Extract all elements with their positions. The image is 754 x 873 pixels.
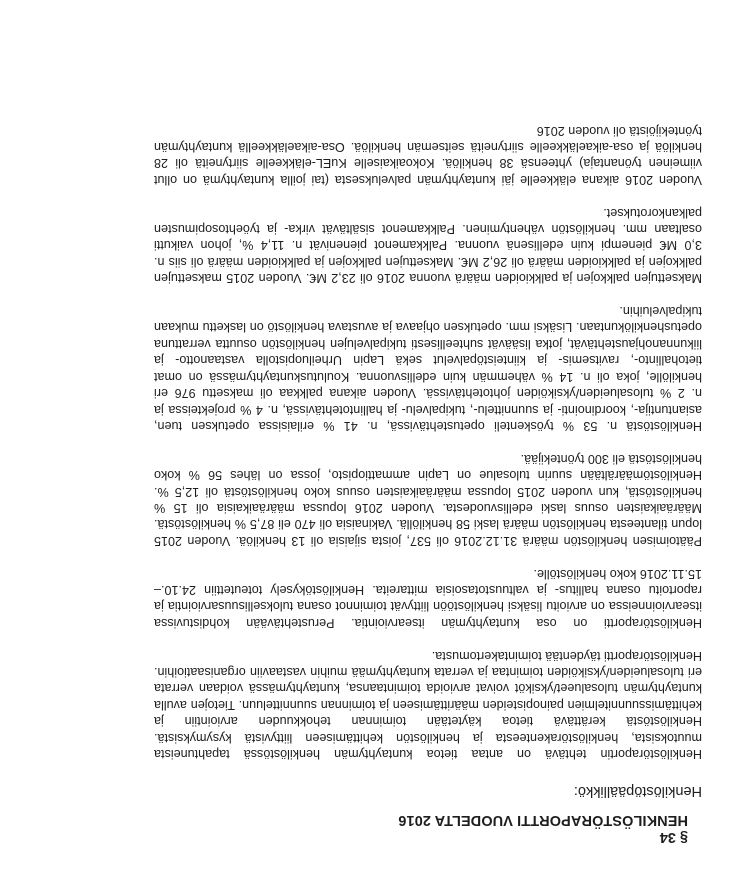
paragraph-staff-roles: Henkilöstöstä n. 53 % työskenteli opetustehtävissä, n. 41 % erilaisissa opetuksen tuen, asiantuntija-, koordinointi- ja suunnittelu-, tukipalvelu- ja hallintotehtävissä, n. 4 % projekteissa ja n. 2 % tulosalueiden/yksiköiden johtotehtävissä. Vuoden aikana palkkaa oli maksettu 976 eri henkilölle, joka oli n. 14 % vähemmän kuin edellisvuonna. Koulutuskuntayhtymässä on omat tietohallinto-, ravitsemis- ja kiinteistöpalvelut sekä Lapin Urheiluopistolla vastaanotto- ja liikunnanohjaustehtävät, jotka lisäävät suhteellisesti tukipalvelujen henkilöstön osuutta verrattuna opetushenkilökuntaan. Lisäksi mm. opetuksen ohjaava ja avustava henkilöstö on laskettu mukaan tukipalveluihin.: [154, 304, 702, 433]
paragraph-retirement: Vuoden 2016 aikana eläkkeelle jäi kuntayhtymän palveluksesta (tai joilla kuntayhtymä on ollut viimeinen työnantaja) yhteensä 38 henkilöä. Kokoaikaiselle KuEL-eläkkeelle siirtyneitä oli 28 henkilöä ja osa-aikaeläkkeelle siirtyneitä seitsemän henkilöä. Osa-aikaeläkkeellä kuntayhtymän työntekijöistä oli vuoden 2016: [154, 123, 702, 187]
paragraph-self-assessment: Henkilöstöraportti on osa kuntayhtymän itsearviointia. Perustehtävään kohdistuvissa itsearvioinneissa on arvioitu lisäksi henkilöstöön liittyvät toiminnot osana tuloksellisuusarviointia ja raportoitu osana hallitus- ja valtuustotasoisia mittareita. Henkilöstökysely toteutettiin 24.10.–15.11.2016 koko henkilöstölle.: [154, 566, 702, 630]
paragraph-staff-count: Päätoimisen henkilöstön määrä 31.12.2016 oli 537, joista sijaisia oli 13 henkilöä. Vuoden 2015 lopun tilanteesta henkilöstön määrä laski 58 henkilöllä. Vakinaisia oli 470 eli 87,5 % henkilöstöstä. Määräaikaisten osuus laski edellisvuodesta. Vuoden 2016 lopussa määräaikaisia oli 15 % henkilöstöstä, kun vuoden 2015 lopussa määräaikaisten osuus koko henkilöstöstä oli 12,5 %. Henkilöstömäärältään suurin tulosalue on Lapin ammattiopisto, jossa on lähes 56 % koko henkilöstöstä eli 300 työntekijää.: [154, 451, 702, 548]
presenter-label: Henkilöstöpäällikkö:: [573, 783, 702, 799]
section-number: § 34: [659, 829, 688, 845]
section-heading: [48, 811, 688, 845]
document-body: [154, 106, 702, 762]
section-title: HENKILÖSTÖRAPORTTI VUODELTA 2016: [398, 812, 688, 828]
paragraph-salaries: Maksettujen palkkojen ja palkkioiden määrä vuonna 2016 oli 23,2 M€. Vuoden 2015 maksettujen palkkojen ja palkkioiden määrä oli 26,2 M€. Maksettujen palkkojen ja palkkioiden määrä oli siis n. 3,0 M€ pienempi kuin edellisenä vuonna. Palkkamenot pienenivät n. 11,4 %, johon vaikutti osaltaan mm. henkilöstön vähentyminen. Palkkamenot sisältävät virka- ja työehtosopimusten palkankorotukset.: [154, 205, 702, 286]
paragraph-purpose: Henkilöstöraportin tehtävä on antaa tietoa kuntayhtymän henkilöstössä tapahtuneista muutoksista, henkilöstörakenteesta ja henkilöstön kehittämiseen liittyvistä kysymyksistä. Henkilöstöstä kerättävä tietoa käytetään toiminnan tehokkuuden arviointiin ja kehittämissuunnitelmien painopisteiden määrittämiseen ja toiminnan suunnitteluun. Tietojen avulla kuntayhtymän tulosalueet/yksiköt voivat arvioida toimintaansa, kuntayhtymässä voidaan verrata eri tulosalueiden/yksiköiden toimintaa ja verrata kuntayhtymää muihin vastaaviin organisaatioihin. Henkilöstöraportti täydentää toimintakertomusta.: [154, 648, 702, 761]
